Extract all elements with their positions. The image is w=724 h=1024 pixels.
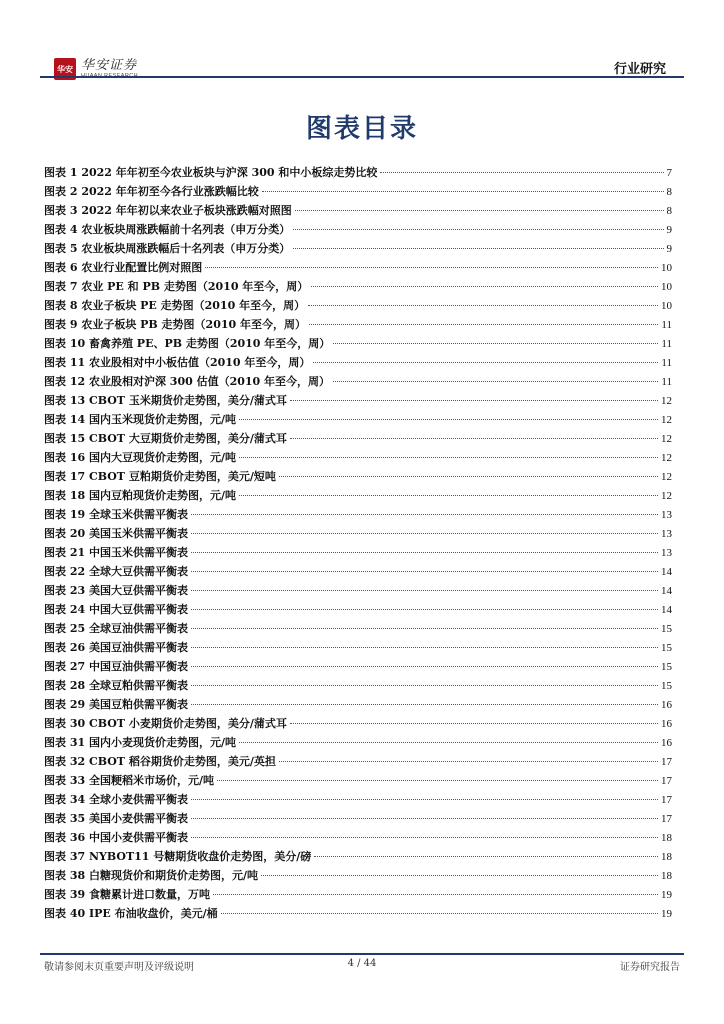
toc-entry[interactable]	[44, 467, 672, 486]
toc-entry-page: 13	[661, 528, 672, 540]
header-divider	[40, 76, 684, 78]
toc-leader-dots	[239, 457, 658, 458]
toc-entry-label: 图表 24 中国大豆供需平衡表	[44, 603, 188, 616]
toc-leader-dots	[191, 628, 658, 629]
toc-entry[interactable]	[44, 562, 672, 581]
toc-leader-dots	[295, 210, 664, 211]
toc-entry[interactable]	[44, 486, 672, 505]
toc-leader-dots	[191, 685, 658, 686]
toc-entry[interactable]	[44, 296, 672, 315]
toc-entry[interactable]	[44, 733, 672, 752]
toc-entry-page: 12	[661, 395, 672, 407]
toc-entry-label: 图表 10 畜禽养殖 PE、PB 走势图（2010 年至今，周）	[44, 337, 331, 350]
toc-entry[interactable]	[44, 334, 672, 353]
toc-entry-label: 图表 7 农业 PE 和 PB 走势图（2010 年至今，周）	[44, 280, 309, 293]
toc-entry-label: 图表 2 2022 年年初至今各行业涨跌幅比较	[44, 185, 259, 198]
toc-entry-page: 12	[661, 433, 672, 445]
toc-entry[interactable]	[44, 581, 672, 600]
toc-entry-label: 图表 12 农业股相对沪深 300 估值（2010 年至今，周）	[44, 375, 331, 388]
toc-entry-page: 11	[661, 338, 672, 350]
toc-entry-label: 图表 19 全球玉米供需平衡表	[44, 508, 188, 521]
toc-leader-dots	[191, 818, 658, 819]
toc-entry-page: 19	[661, 889, 672, 901]
toc-entry-page: 16	[661, 737, 672, 749]
toc-entry-page: 19	[661, 908, 672, 920]
toc-leader-dots	[313, 362, 658, 363]
toc-entry-label: 图表 29 美国豆粕供需平衡表	[44, 698, 188, 711]
toc-entry[interactable]	[44, 885, 672, 904]
toc-entry-page: 10	[661, 262, 672, 274]
toc-entry-label: 图表 13 CBOT 玉米期货价走势图，美分/蒲式耳	[44, 394, 287, 407]
toc-entry[interactable]	[44, 657, 672, 676]
toc-entry[interactable]	[44, 429, 672, 448]
toc-entry-label: 图表 33 全国粳稻米市场价，元/吨	[44, 774, 214, 787]
toc-entry-page: 14	[661, 585, 672, 597]
toc-leader-dots	[279, 476, 658, 477]
toc-leader-dots	[191, 647, 658, 648]
toc-entry[interactable]	[44, 619, 672, 638]
document-type-label: 行业研究	[613, 62, 666, 77]
toc-entry[interactable]	[44, 695, 672, 714]
toc-leader-dots	[290, 723, 658, 724]
toc-entry-page: 16	[661, 718, 672, 730]
toc-entry-label: 图表 5 农业板块周涨跌幅后十名列表（申万分类）	[44, 242, 291, 255]
toc-leader-dots	[262, 191, 664, 192]
logo-english-name: HUAAN RESEARCH	[81, 73, 138, 79]
toc-entry-page: 12	[661, 452, 672, 464]
toc-leader-dots	[293, 248, 663, 249]
toc-entry-label: 图表 37 NYBOT11 号糖期货收盘价走势图，美分/磅	[44, 850, 312, 863]
toc-entry[interactable]	[44, 714, 672, 733]
toc-leader-dots	[380, 172, 663, 173]
toc-entry-label: 图表 11 农业股相对中小板估值（2010 年至今，周）	[44, 356, 311, 369]
toc-entry-page: 11	[661, 319, 672, 331]
toc-entry-page: 9	[666, 243, 672, 255]
toc-entry-page: 10	[661, 281, 672, 293]
toc-entry[interactable]	[44, 505, 672, 524]
toc-entry-page: 18	[661, 870, 672, 882]
toc-leader-dots	[191, 704, 658, 705]
toc-entry-page: 13	[661, 509, 672, 521]
toc-entry-page: 14	[661, 566, 672, 578]
toc-entry-label: 图表 3 2022 年年初以来农业子板块涨跌幅对照图	[44, 204, 292, 217]
toc-entry[interactable]	[44, 277, 672, 296]
page-number: 4 / 44	[347, 958, 377, 969]
toc-entry[interactable]	[44, 790, 672, 809]
toc-entry-label: 图表 36 中国小麦供需平衡表	[44, 831, 188, 844]
figure-list	[44, 163, 672, 923]
toc-leader-dots	[239, 742, 658, 743]
toc-leader-dots	[205, 267, 658, 268]
page-title: 图表目录	[305, 114, 418, 144]
toc-entry-page: 13	[661, 547, 672, 559]
toc-entry-label: 图表 22 全球大豆供需平衡表	[44, 565, 188, 578]
toc-entry-label: 图表 35 美国小麦供需平衡表	[44, 812, 188, 825]
toc-entry[interactable]	[44, 372, 672, 391]
toc-entry[interactable]	[44, 201, 672, 220]
toc-entry-page: 12	[661, 471, 672, 483]
toc-leader-dots	[290, 400, 658, 401]
toc-entry-page: 17	[661, 756, 672, 768]
toc-leader-dots	[191, 799, 658, 800]
toc-entry[interactable]	[44, 391, 672, 410]
toc-leader-dots	[309, 324, 658, 325]
toc-leader-dots	[191, 609, 658, 610]
toc-entry-label: 图表 17 CBOT 豆粕期货价走势图，美元/短吨	[44, 470, 276, 483]
toc-entry-page: 12	[661, 490, 672, 502]
toc-entry-page: 17	[661, 813, 672, 825]
toc-leader-dots	[308, 305, 658, 306]
toc-entry-page: 15	[661, 623, 672, 635]
toc-leader-dots	[191, 552, 658, 553]
toc-entry[interactable]	[44, 847, 672, 866]
toc-entry[interactable]	[44, 220, 672, 239]
toc-leader-dots	[191, 533, 658, 534]
toc-leader-dots	[221, 913, 658, 914]
toc-leader-dots	[333, 343, 658, 344]
toc-entry[interactable]	[44, 353, 672, 372]
toc-entry-page: 12	[661, 414, 672, 426]
toc-entry[interactable]	[44, 315, 672, 334]
toc-entry-label: 图表 32 CBOT 稻谷期货价走势图，美元/英担	[44, 755, 276, 768]
toc-leader-dots	[293, 229, 663, 230]
toc-leader-dots	[261, 875, 658, 876]
toc-entry-page: 9	[666, 224, 672, 236]
toc-entry-label: 图表 6 农业行业配置比例对照图	[44, 261, 203, 274]
toc-leader-dots	[314, 856, 658, 857]
toc-entry[interactable]	[44, 163, 672, 182]
toc-entry[interactable]	[44, 771, 672, 790]
toc-entry-page: 11	[661, 376, 672, 388]
toc-entry-label: 图表 4 农业板块周涨跌幅前十名列表（申万分类）	[44, 223, 291, 236]
toc-entry-page: 8	[666, 186, 672, 198]
toc-entry-label: 图表 18 国内豆粕现货价走势图，元/吨	[44, 489, 236, 502]
toc-entry-page: 11	[661, 357, 672, 369]
toc-entry-label: 图表 40 IPE 布油收盘价，美元/桶	[44, 907, 218, 920]
toc-entry-label: 图表 8 农业子板块 PE 走势图（2010 年至今，周）	[44, 299, 306, 312]
toc-entry-page: 18	[661, 832, 672, 844]
toc-leader-dots	[279, 761, 658, 762]
toc-entry[interactable]	[44, 543, 672, 562]
toc-entry[interactable]	[44, 258, 672, 277]
toc-leader-dots	[191, 666, 658, 667]
toc-entry-label: 图表 9 农业子板块 PB 走势图（2010 年至今，周）	[44, 318, 306, 331]
toc-leader-dots	[311, 286, 658, 287]
footer-disclaimer: 敬请参阅末页重要声明及评级说明	[44, 962, 194, 973]
toc-entry-page: 17	[661, 775, 672, 787]
toc-entry-page: 15	[661, 642, 672, 654]
toc-entry-label: 图表 38 白糖现货价和期货价走势图，元/吨	[44, 869, 258, 882]
toc-leader-dots	[333, 381, 658, 382]
toc-entry-label: 图表 27 中国豆油供需平衡表	[44, 660, 188, 673]
toc-leader-dots	[290, 438, 658, 439]
toc-entry[interactable]	[44, 182, 672, 201]
page-header	[40, 54, 684, 88]
toc-entry[interactable]	[44, 524, 672, 543]
toc-leader-dots	[217, 780, 658, 781]
toc-entry-label: 图表 16 国内大豆现货价走势图，元/吨	[44, 451, 236, 464]
logo-seal-icon: 华安	[54, 58, 76, 80]
toc-entry[interactable]	[44, 676, 672, 695]
toc-entry[interactable]	[44, 904, 672, 923]
toc-entry-label: 图表 26 美国豆油供需平衡表	[44, 641, 188, 654]
toc-entry-label: 图表 25 全球豆油供需平衡表	[44, 622, 188, 635]
toc-entry-label: 图表 15 CBOT 大豆期货价走势图，美分/蒲式耳	[44, 432, 287, 445]
toc-leader-dots	[191, 837, 658, 838]
toc-entry-label: 图表 28 全球豆粕供需平衡表	[44, 679, 188, 692]
toc-entry-label: 图表 20 美国玉米供需平衡表	[44, 527, 188, 540]
toc-entry[interactable]	[44, 448, 672, 467]
toc-entry-label: 图表 21 中国玉米供需平衡表	[44, 546, 188, 559]
toc-entry[interactable]	[44, 638, 672, 657]
toc-entry-page: 14	[661, 604, 672, 616]
toc-leader-dots	[191, 571, 658, 572]
toc-entry-label: 图表 1 2022 年年初至今农业板块与沪深 300 和中小板综走势比较	[44, 166, 378, 179]
toc-entry[interactable]	[44, 410, 672, 429]
toc-entry[interactable]	[44, 866, 672, 885]
footer-divider	[40, 953, 684, 955]
toc-entry-page: 17	[661, 794, 672, 806]
toc-leader-dots	[191, 590, 658, 591]
toc-entry[interactable]	[44, 600, 672, 619]
toc-entry-label: 图表 34 全球小麦供需平衡表	[44, 793, 188, 806]
toc-entry-page: 15	[661, 680, 672, 692]
footer-report-type: 证券研究报告	[620, 962, 680, 973]
logo-chinese-name: 华安证券	[81, 58, 138, 73]
toc-entry[interactable]	[44, 239, 672, 258]
toc-entry-page: 15	[661, 661, 672, 673]
toc-leader-dots	[191, 514, 658, 515]
toc-leader-dots	[213, 894, 658, 895]
toc-entry[interactable]	[44, 828, 672, 847]
toc-entry-page: 8	[666, 205, 672, 217]
toc-entry-page: 16	[661, 699, 672, 711]
toc-leader-dots	[239, 419, 658, 420]
toc-entry-label: 图表 23 美国大豆供需平衡表	[44, 584, 188, 597]
toc-entry-label: 图表 31 国内小麦现货价走势图，元/吨	[44, 736, 236, 749]
toc-entry-label: 图表 30 CBOT 小麦期货价走势图，美分/蒲式耳	[44, 717, 287, 730]
toc-entry[interactable]	[44, 752, 672, 771]
toc-entry[interactable]	[44, 809, 672, 828]
toc-entry-page: 7	[666, 167, 672, 179]
toc-entry-label: 图表 14 国内玉米现货价走势图，元/吨	[44, 413, 236, 426]
toc-leader-dots	[239, 495, 658, 496]
toc-entry-label: 图表 39 食糖累计进口数量，万吨	[44, 888, 210, 901]
toc-entry-page: 10	[661, 300, 672, 312]
toc-entry-page: 18	[661, 851, 672, 863]
